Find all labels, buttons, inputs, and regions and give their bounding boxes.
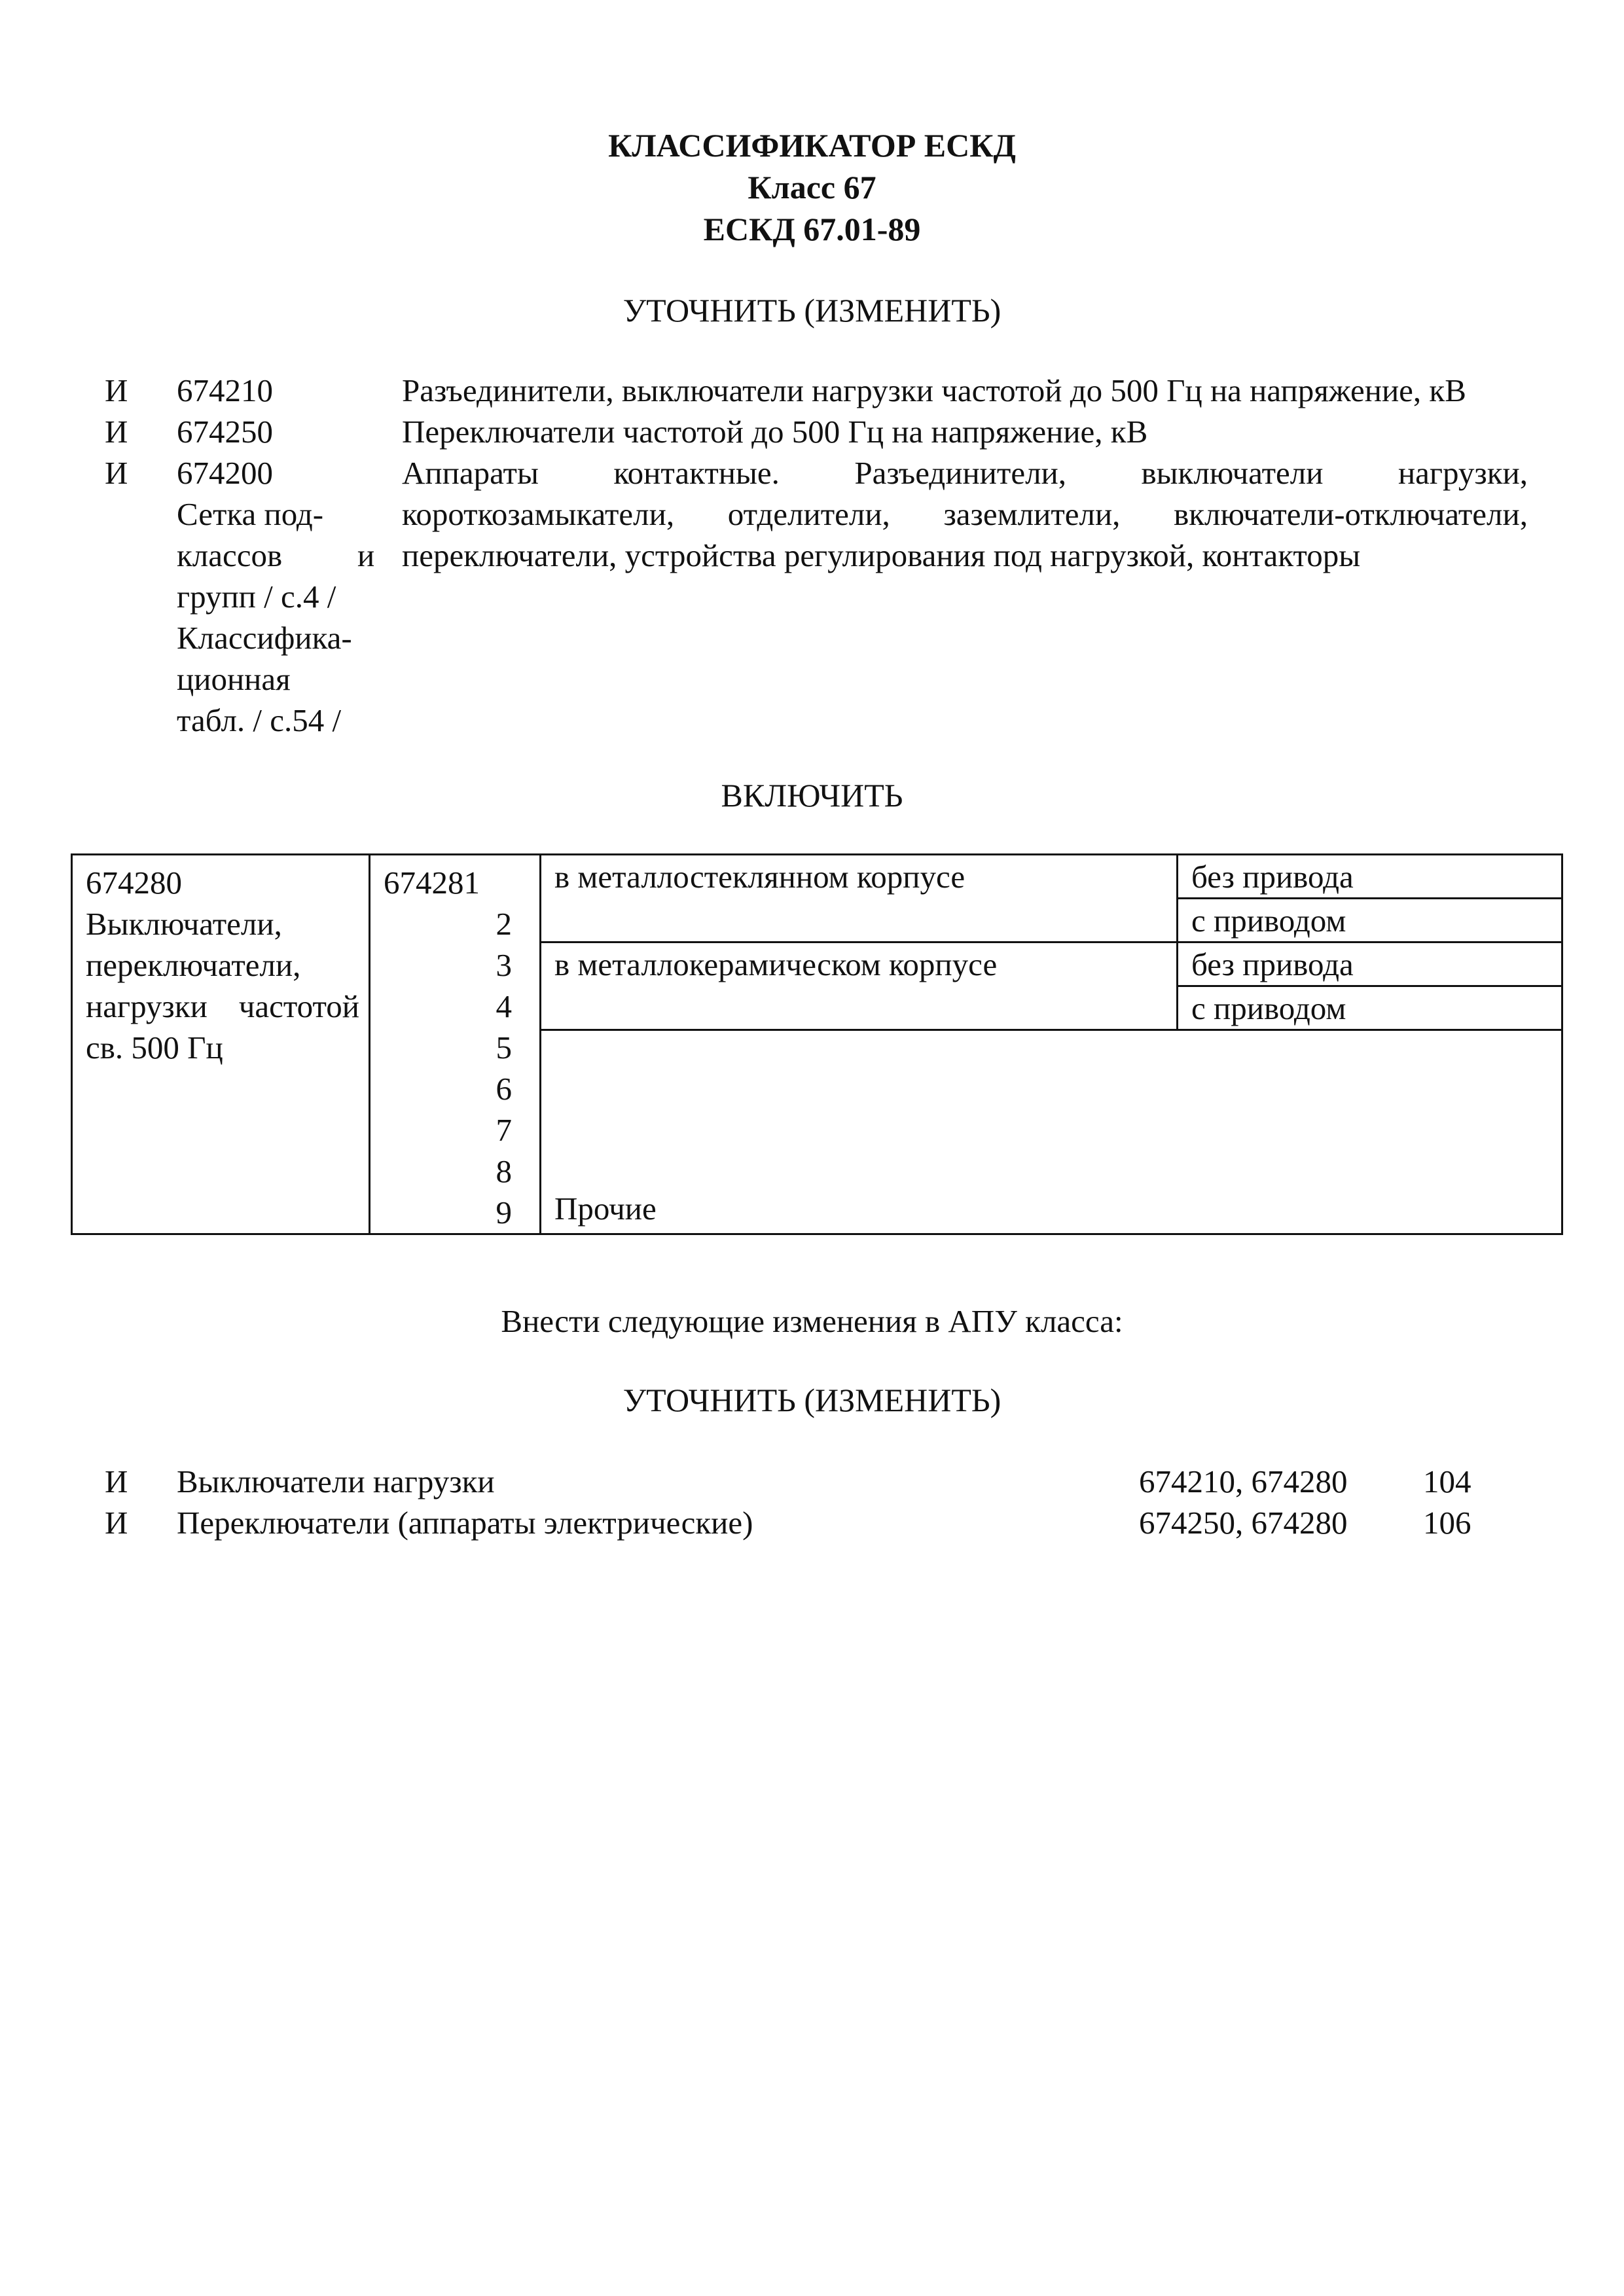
group-line bbox=[86, 986, 359, 1027]
entry-code: 674250 bbox=[177, 414, 273, 450]
code-item: 2 bbox=[496, 906, 512, 942]
document-header bbox=[0, 124, 1624, 250]
drive-cell bbox=[1178, 986, 1562, 1030]
word: выключатели bbox=[1141, 455, 1324, 491]
entry-mark: И bbox=[105, 414, 128, 450]
word: отделители, bbox=[727, 496, 890, 532]
header-class: Класс 67 bbox=[748, 169, 876, 206]
desc-cell bbox=[541, 855, 1178, 942]
entry-mark: И bbox=[105, 455, 128, 491]
word: короткозамыкатели, bbox=[402, 496, 675, 532]
entry-code: 674210 bbox=[177, 372, 273, 408]
entry-text-line bbox=[402, 454, 1528, 492]
word: контактные. bbox=[613, 455, 780, 491]
drive-text: без привода bbox=[1191, 946, 1354, 982]
ref-line: групп / с.4 / bbox=[177, 579, 336, 615]
section3-heading: УТОЧНИТЬ (ИЗМЕНИТЬ) bbox=[623, 1382, 1001, 1418]
desc-text: Прочие bbox=[554, 1191, 657, 1227]
ref-line: и bbox=[357, 537, 375, 573]
apu-page: 104 bbox=[1423, 1463, 1471, 1499]
drive-cell bbox=[1178, 855, 1562, 899]
desc-cell bbox=[541, 1030, 1561, 1229]
desc-text: в металлокерамическом корпусе bbox=[554, 946, 998, 982]
word: нагрузки, bbox=[1398, 455, 1528, 491]
entry-text-line bbox=[402, 495, 1528, 533]
word: Аппараты bbox=[402, 455, 539, 491]
apu-codes: 674250, 674280 bbox=[1139, 1505, 1348, 1541]
apu-mark: И bbox=[105, 1463, 128, 1499]
drive-cell bbox=[1178, 942, 1562, 986]
code-item: 3 bbox=[496, 947, 512, 983]
codes-cell bbox=[370, 855, 541, 1234]
entry-text-line: переключатели, устройства регулирования под нагрузкой, контакторы bbox=[402, 537, 1361, 573]
word: нагрузки bbox=[86, 988, 208, 1024]
code-item: 8 bbox=[496, 1153, 512, 1189]
classification-table bbox=[71, 853, 1563, 1235]
group-line: переключатели, bbox=[86, 947, 301, 983]
desc-cell bbox=[541, 942, 1178, 1030]
code-item: 5 bbox=[496, 1030, 512, 1066]
apu-codes: 674210, 674280 bbox=[1139, 1463, 1348, 1499]
apu-name: Выключатели нагрузки bbox=[177, 1463, 495, 1499]
code-item: 7 bbox=[496, 1112, 512, 1148]
ref-line: табл. / с.54 / bbox=[177, 702, 342, 738]
apu-name: Переключатели (аппараты электрические) bbox=[177, 1505, 753, 1541]
section2-heading: ВКЛЮЧИТЬ bbox=[721, 777, 903, 814]
desc-text: в металлостеклянном корпусе bbox=[554, 859, 965, 895]
drive-cell bbox=[1178, 899, 1562, 942]
ref-line: Сетка под- bbox=[177, 496, 324, 532]
header-title: КЛАССИФИКАТОР ЕСКД bbox=[608, 127, 1016, 164]
code-item: 6 bbox=[496, 1071, 512, 1107]
group-line: Выключатели, bbox=[86, 906, 282, 942]
code-item: 4 bbox=[496, 988, 512, 1024]
description-table bbox=[541, 855, 1561, 1229]
code-item: 9 bbox=[496, 1194, 512, 1230]
group-line: св. 500 Гц bbox=[86, 1030, 223, 1066]
ref-line: Классифика- bbox=[177, 620, 352, 656]
group-code: 674280 bbox=[86, 865, 182, 901]
header-document-number: ЕСКД 67.01-89 bbox=[703, 211, 921, 247]
apu-page: 106 bbox=[1423, 1505, 1471, 1541]
entry-mark: И bbox=[105, 372, 128, 408]
word: включатели-отключатели, bbox=[1174, 496, 1528, 532]
word: заземлители, bbox=[943, 496, 1121, 532]
drive-text: с приводом bbox=[1191, 990, 1346, 1026]
apu-mark: И bbox=[105, 1505, 128, 1541]
section3-intro: Внести следующие изменения в АПУ класса: bbox=[501, 1303, 1123, 1339]
drive-text: с приводом bbox=[1191, 903, 1346, 939]
word: частотой bbox=[238, 988, 359, 1024]
description-cell bbox=[541, 855, 1562, 1234]
word: Разъединители, bbox=[854, 455, 1066, 491]
ref-line: классов bbox=[177, 537, 283, 573]
entry-text: Разъединители, выключатели нагрузки частотой до 500 Гц на напряжение, кВ bbox=[402, 372, 1466, 408]
entry-code: 674200 bbox=[177, 455, 273, 491]
entry-text: Переключатели частотой до 500 Гц на напряжение, кВ bbox=[402, 414, 1148, 450]
code-item: 674281 bbox=[384, 865, 480, 901]
group-cell bbox=[72, 855, 370, 1234]
ref-line: ционная bbox=[177, 661, 291, 697]
section1-heading: УТОЧНИТЬ (ИЗМЕНИТЬ) bbox=[623, 292, 1001, 329]
drive-text: без привода bbox=[1191, 859, 1354, 895]
